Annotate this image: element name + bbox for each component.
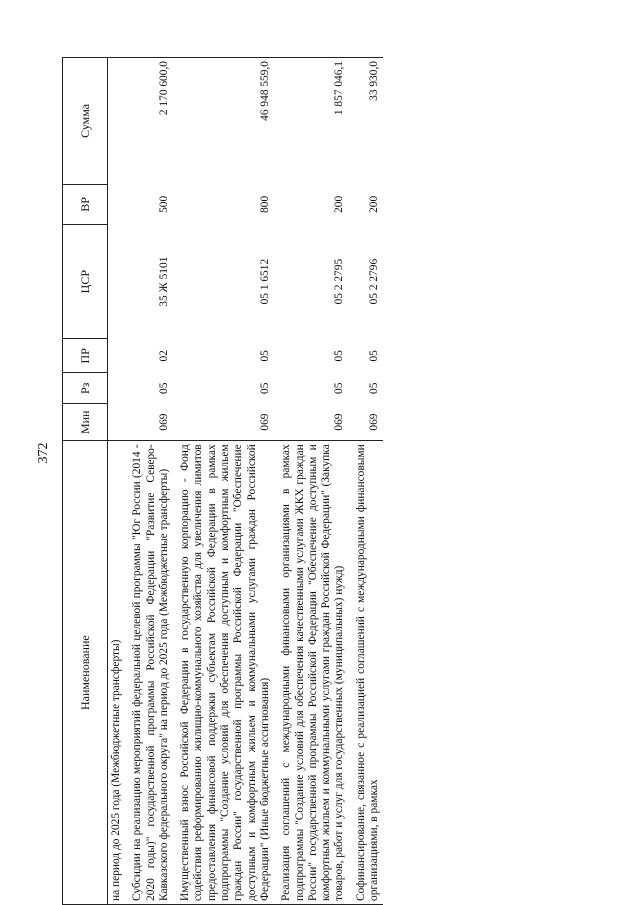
header-name: Наименование — [63, 441, 108, 905]
row-vr: 200 — [368, 195, 381, 213]
row-name: Имущественный взнос Российской Федерации в государственную корпорацию - Фонд содействия реформированию жилищно-коммунального хозяйства для увеличения лимитов предоставления финансовой поддержки субъектам Российской Федерации в рамках подпрограммы "Создание условий для обеспечения доступным и комфортным жильем граждан России" государственной программы Российской Федерации "Обеспечение доступным и комфортным жильем и коммунальными услугами граждан Российской Федерации" (Иные бюджетные ассигнования) — [173, 441, 274, 905]
rotated-page — [62, 57, 582, 905]
row-rz: 05 — [157, 382, 170, 394]
row-pr: 05 — [333, 350, 346, 362]
row-min — [108, 404, 126, 441]
header-rz: Рз — [63, 373, 108, 404]
row-name: Реализация соглашений с международными финансовыми организациями в рамках подпрограммы "Создание условий для обеспечения качественными услугами ЖКХ граждан России" государственной программы Российской Федерации "Обеспечение доступным и комфортным жильем и коммунальными услугами граждан Российской Федерации" (Закупка товаров, работ и услуг для государственных (муниципальных) нужд) — [274, 441, 348, 905]
row-min: 069 — [368, 413, 381, 431]
row-rz: 05 — [258, 382, 271, 394]
row-name: на период до 2025 года (Межбюджетные трансферты) — [108, 441, 126, 905]
row-vr: 800 — [258, 195, 271, 213]
row-pr: 02 — [157, 350, 170, 362]
row-pr — [108, 339, 126, 373]
page-number: 372 — [36, 442, 51, 464]
row-name: Софинансирование, связанное с реализацией соглашений с международными финансовыми организациями, в рамках — [349, 441, 384, 905]
row-rz: 05 — [333, 382, 346, 394]
row-sum — [108, 58, 126, 185]
row-vr: 200 — [333, 195, 346, 213]
row-csr — [108, 224, 126, 338]
table-row — [173, 58, 274, 905]
row-vr: 500 — [157, 195, 170, 213]
table-row — [125, 58, 173, 905]
row-pr: 05 — [368, 350, 381, 362]
row-sum: 33 930,0 — [349, 58, 384, 185]
row-csr: 05 2 2795 — [333, 258, 346, 305]
row-sum: 46 948 559,0 — [173, 58, 274, 185]
header-vr: ВР — [63, 184, 108, 224]
row-vr — [108, 184, 126, 224]
header-pr: ПР — [63, 339, 108, 373]
row-csr: 05 2 2796 — [368, 258, 381, 305]
row-csr: 35 Ж 5101 — [157, 256, 170, 307]
table-row — [274, 58, 348, 905]
row-csr: 05 1 6512 — [258, 258, 271, 305]
row-min: 069 — [258, 413, 271, 431]
row-name: Субсидии на реализацию мероприятий федеральной целевой программы "Юг России (2014 - 2020 годы)" государственной программы Российской Федерации "Развитие Северо-Кавказского федерального округа" на период до 2025 года (Межбюджетные трансферты) — [125, 441, 173, 905]
row-sum: 1 857 046,1 — [274, 58, 348, 185]
row-min: 069 — [333, 413, 346, 431]
header-csr: ЦСР — [63, 224, 108, 338]
row-sum: 2 170 600,0 — [125, 58, 173, 185]
header-sum: Сумма — [63, 58, 108, 185]
table-header-row — [63, 58, 108, 905]
budget-table — [62, 57, 383, 905]
row-rz — [108, 373, 126, 404]
header-min: Мин — [63, 404, 108, 441]
row-rz: 05 — [368, 382, 381, 394]
row-pr: 05 — [258, 350, 271, 362]
table-row — [349, 58, 384, 905]
table-row — [108, 58, 126, 905]
row-min: 069 — [157, 413, 170, 431]
